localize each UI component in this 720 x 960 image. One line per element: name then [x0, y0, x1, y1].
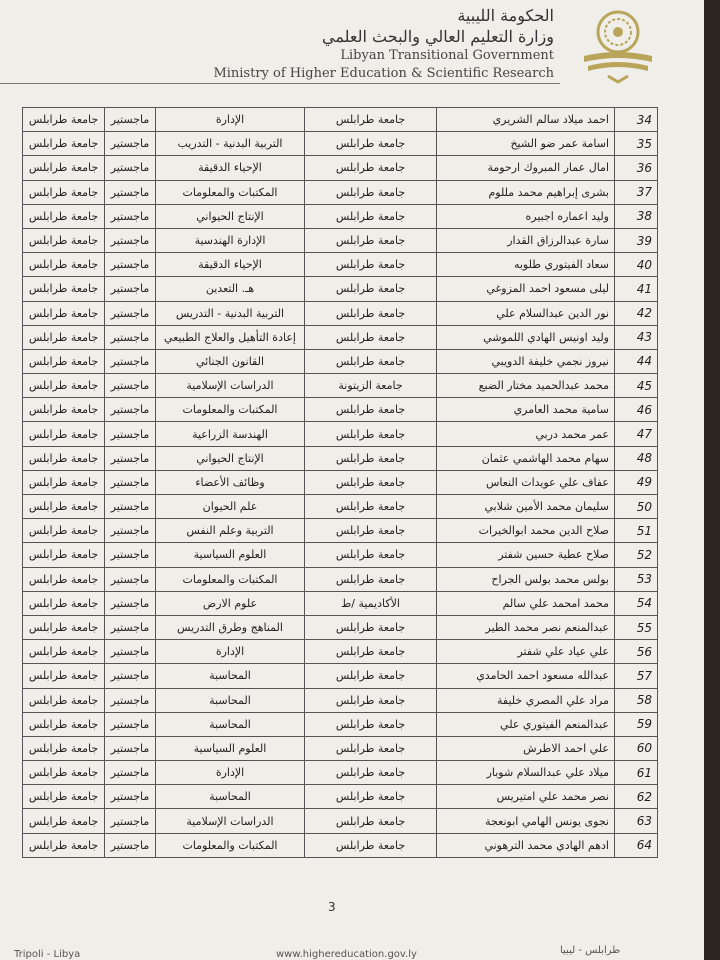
cell-num: 59 [615, 712, 658, 736]
cell-name: ادهم الهادي محمد الترهوني [437, 833, 615, 857]
cell-place: جامعة طرابلس [23, 567, 105, 591]
cell-place: جامعة طرابلس [23, 761, 105, 785]
cell-name: علي احمد الاطرش [437, 736, 615, 760]
cell-spec: وظائف الأعضاء [156, 470, 305, 494]
cell-name: محمد عبدالحميد مختار الضبع [437, 374, 615, 398]
cell-deg: ماجستير [105, 495, 156, 519]
table-row [23, 833, 658, 857]
cell-num: 61 [615, 761, 658, 785]
cell-univ: جامعة طرابلس [305, 809, 437, 833]
cell-num: 58 [615, 688, 658, 712]
cell-spec: العلوم السياسية [156, 543, 305, 567]
cell-name: عفاف علي عويدات النعاس [437, 470, 615, 494]
table-row [23, 495, 658, 519]
cell-univ: جامعة طرابلس [305, 470, 437, 494]
cell-univ: جامعة طرابلس [305, 277, 437, 301]
cell-num: 60 [615, 736, 658, 760]
cell-num: 48 [615, 446, 658, 470]
cell-num: 57 [615, 664, 658, 688]
cell-num: 40 [615, 253, 658, 277]
cell-name: احمد ميلاد سالم الشريري [437, 108, 615, 132]
cell-place: جامعة طرابلس [23, 446, 105, 470]
table-row [23, 640, 658, 664]
header-english-government: Libyan Transitional Government [340, 48, 554, 63]
table-row [23, 398, 658, 422]
cell-spec: الإحياء الدقيقة [156, 156, 305, 180]
table-row [23, 712, 658, 736]
cell-place: جامعة طرابلس [23, 277, 105, 301]
cell-place: جامعة طرابلس [23, 664, 105, 688]
cell-place: جامعة طرابلس [23, 253, 105, 277]
cell-spec: الإدارة [156, 108, 305, 132]
cell-univ: جامعة طرابلس [305, 543, 437, 567]
cell-num: 50 [615, 495, 658, 519]
cell-place: جامعة طرابلس [23, 785, 105, 809]
cell-deg: ماجستير [105, 712, 156, 736]
cell-name: سعاد الفيتوري طلوبه [437, 253, 615, 277]
table-row [23, 519, 658, 543]
footer-city-english: Tripoli - Libya [14, 949, 81, 960]
cell-univ: جامعة الزيتونة [305, 374, 437, 398]
cell-num: 44 [615, 349, 658, 373]
cell-place: جامعة طرابلس [23, 301, 105, 325]
table-row [23, 761, 658, 785]
cell-name: سليمان محمد الأمين شلابي [437, 495, 615, 519]
cell-name: علي عياد علي شفتر [437, 640, 615, 664]
cell-spec: التربية البدنية - التدريس [156, 301, 305, 325]
cell-place: جامعة طرابلس [23, 108, 105, 132]
cell-deg: ماجستير [105, 156, 156, 180]
cell-spec: الإنتاج الحيواني [156, 204, 305, 228]
cell-name: صلاح الدين محمد ابوالخيرات [437, 519, 615, 543]
cell-place: جامعة طرابلس [23, 422, 105, 446]
cell-name: نور الدين عبدالسلام علي [437, 301, 615, 325]
cell-num: 55 [615, 615, 658, 639]
cell-name: مراد علي المصري خليفة [437, 688, 615, 712]
cell-place: جامعة طرابلس [23, 736, 105, 760]
cell-place: جامعة طرابلس [23, 204, 105, 228]
cell-deg: ماجستير [105, 446, 156, 470]
cell-num: 52 [615, 543, 658, 567]
cell-deg: ماجستير [105, 785, 156, 809]
cell-univ: جامعة طرابلس [305, 761, 437, 785]
cell-num: 54 [615, 591, 658, 615]
cell-place: جامعة طرابلس [23, 591, 105, 615]
cell-place: جامعة طرابلس [23, 349, 105, 373]
cell-deg: ماجستير [105, 664, 156, 688]
table-row [23, 446, 658, 470]
letterhead [0, 0, 704, 95]
cell-num: 62 [615, 785, 658, 809]
cell-deg: ماجستير [105, 132, 156, 156]
table-row [23, 349, 658, 373]
cell-num: 35 [615, 132, 658, 156]
cell-deg: ماجستير [105, 519, 156, 543]
cell-num: 53 [615, 567, 658, 591]
cell-num: 41 [615, 277, 658, 301]
cell-deg: ماجستير [105, 615, 156, 639]
cell-univ: جامعة طرابلس [305, 567, 437, 591]
cell-spec: التربية وعلم النفس [156, 519, 305, 543]
cell-spec: المناهج وطرق التدريس [156, 615, 305, 639]
cell-num: 64 [615, 833, 658, 857]
cell-place: جامعة طرابلس [23, 156, 105, 180]
header-english-ministry: Ministry of Higher Education & Scientific Research [213, 66, 554, 81]
table-row [23, 156, 658, 180]
cell-num: 36 [615, 156, 658, 180]
cell-univ: جامعة طرابلس [305, 132, 437, 156]
ministry-emblem-icon [578, 6, 658, 86]
table-row [23, 470, 658, 494]
cell-spec: إعادة التأهيل والعلاج الطبيعي [156, 325, 305, 349]
cell-num: 34 [615, 108, 658, 132]
cell-univ: جامعة طرابلس [305, 349, 437, 373]
table-row [23, 108, 658, 132]
table-row [23, 301, 658, 325]
table-row [23, 736, 658, 760]
table-row [23, 253, 658, 277]
cell-deg: ماجستير [105, 736, 156, 760]
table-row [23, 277, 658, 301]
cell-num: 39 [615, 228, 658, 252]
cell-spec: المكتبات والمعلومات [156, 398, 305, 422]
cell-univ: جامعة طرابلس [305, 495, 437, 519]
cell-name: ليلى مسعود احمد المزوغي [437, 277, 615, 301]
cell-place: جامعة طرابلس [23, 543, 105, 567]
cell-deg: ماجستير [105, 761, 156, 785]
cell-deg: ماجستير [105, 325, 156, 349]
cell-deg: ماجستير [105, 180, 156, 204]
cell-name: ميلاد علي عبدالسلام شوبار [437, 761, 615, 785]
cell-univ: جامعة طرابلس [305, 228, 437, 252]
cell-name: عبدالمنعم الفيتوري علي [437, 712, 615, 736]
cell-deg: ماجستير [105, 567, 156, 591]
cell-univ: جامعة طرابلس [305, 736, 437, 760]
header-arabic-ministry: وزارة التعليم العالي والبحث العلمي [322, 27, 554, 46]
cell-spec: القانون الجنائي [156, 349, 305, 373]
cell-univ: جامعة طرابلس [305, 615, 437, 639]
cell-name: سامية محمد العامري [437, 398, 615, 422]
cell-deg: ماجستير [105, 204, 156, 228]
cell-name: عبدالمنعم نصر محمد الطير [437, 615, 615, 639]
cell-name: عبدالله مسعود احمد الحامدي [437, 664, 615, 688]
cell-spec: التربية البدنية - التدريب [156, 132, 305, 156]
cell-place: جامعة طرابلس [23, 374, 105, 398]
cell-spec: العلوم السياسية [156, 736, 305, 760]
cell-spec: علم الحيوان [156, 495, 305, 519]
cell-spec: علوم الارض [156, 591, 305, 615]
table-row [23, 567, 658, 591]
cell-univ: جامعة طرابلس [305, 422, 437, 446]
cell-spec: الإدارة الهندسية [156, 228, 305, 252]
cell-name: نجوى يونس الهامي ابونعجة [437, 809, 615, 833]
table-row [23, 325, 658, 349]
cell-deg: ماجستير [105, 349, 156, 373]
table-row [23, 688, 658, 712]
table-row [23, 422, 658, 446]
cell-name: سهام محمد الهاشمي عثمان [437, 446, 615, 470]
cell-deg: ماجستير [105, 591, 156, 615]
cell-name: وليد اونيس الهادي اللموشي [437, 325, 615, 349]
page-number: 3 [328, 900, 336, 914]
cell-place: جامعة طرابلس [23, 132, 105, 156]
table-row [23, 374, 658, 398]
cell-spec: الإدارة [156, 761, 305, 785]
cell-spec: المكتبات والمعلومات [156, 833, 305, 857]
cell-univ: جامعة طرابلس [305, 398, 437, 422]
cell-spec: المكتبات والمعلومات [156, 567, 305, 591]
cell-deg: ماجستير [105, 688, 156, 712]
cell-deg: ماجستير [105, 374, 156, 398]
cell-deg: ماجستير [105, 228, 156, 252]
cell-name: عمر محمد دربي [437, 422, 615, 446]
cell-spec: الدراسات الإسلامية [156, 809, 305, 833]
cell-num: 46 [615, 398, 658, 422]
footer-website: www.highereducation.gov.ly [276, 949, 417, 960]
cell-deg: ماجستير [105, 833, 156, 857]
cell-num: 37 [615, 180, 658, 204]
cell-deg: ماجستير [105, 301, 156, 325]
cell-univ: جامعة طرابلس [305, 640, 437, 664]
cell-univ: جامعة طرابلس [305, 180, 437, 204]
cell-deg: ماجستير [105, 422, 156, 446]
cell-deg: ماجستير [105, 108, 156, 132]
cell-deg: ماجستير [105, 470, 156, 494]
cell-spec: المحاسبة [156, 688, 305, 712]
cell-place: جامعة طرابلس [23, 688, 105, 712]
cell-spec: الإنتاج الحيواني [156, 446, 305, 470]
cell-place: جامعة طرابلس [23, 325, 105, 349]
cell-name: محمد امحمد علي سالم [437, 591, 615, 615]
cell-num: 49 [615, 470, 658, 494]
cell-num: 38 [615, 204, 658, 228]
cell-deg: ماجستير [105, 253, 156, 277]
footer-city-arabic: طرابلس - ليبيا [560, 945, 621, 956]
cell-univ: جامعة طرابلس [305, 253, 437, 277]
cell-deg: ماجستير [105, 543, 156, 567]
background-edge [704, 0, 720, 960]
cell-place: جامعة طرابلس [23, 398, 105, 422]
cell-univ: جامعة طرابلس [305, 785, 437, 809]
table-row [23, 543, 658, 567]
cell-place: جامعة طرابلس [23, 809, 105, 833]
cell-univ: جامعة طرابلس [305, 156, 437, 180]
header-arabic-government: الحكومة الليبية [457, 6, 554, 25]
cell-num: 43 [615, 325, 658, 349]
cell-deg: ماجستير [105, 277, 156, 301]
cell-univ: جامعة طرابلس [305, 204, 437, 228]
cell-num: 56 [615, 640, 658, 664]
cell-place: جامعة طرابلس [23, 833, 105, 857]
cell-univ: جامعة طرابلس [305, 325, 437, 349]
cell-name: امال عمار المبروك ارحومة [437, 156, 615, 180]
cell-spec: الإحياء الدقيقة [156, 253, 305, 277]
cell-place: جامعة طرابلس [23, 495, 105, 519]
cell-deg: ماجستير [105, 640, 156, 664]
cell-spec: المحاسبة [156, 664, 305, 688]
cell-univ: جامعة طرابلس [305, 446, 437, 470]
table-row [23, 204, 658, 228]
table-row [23, 132, 658, 156]
cell-univ: جامعة طرابلس [305, 664, 437, 688]
cell-name: وليد اعماره اجبيره [437, 204, 615, 228]
cell-num: 42 [615, 301, 658, 325]
cell-spec: الإدارة [156, 640, 305, 664]
cell-name: بولس محمد بولس الجراح [437, 567, 615, 591]
table-row [23, 664, 658, 688]
cell-univ: جامعة طرابلس [305, 833, 437, 857]
cell-name: نيروز نجمي خليفة الدويبي [437, 349, 615, 373]
cell-spec: الدراسات الإسلامية [156, 374, 305, 398]
cell-deg: ماجستير [105, 398, 156, 422]
cell-spec: المكتبات والمعلومات [156, 180, 305, 204]
cell-univ: جامعة طرابلس [305, 688, 437, 712]
cell-name: صلاح عطية حسين شفتر [437, 543, 615, 567]
cell-place: جامعة طرابلس [23, 180, 105, 204]
cell-univ: جامعة طرابلس [305, 108, 437, 132]
cell-spec: المحاسبة [156, 712, 305, 736]
table-row [23, 809, 658, 833]
graduates-table [22, 107, 658, 858]
cell-place: جامعة طرابلس [23, 228, 105, 252]
cell-spec: الهندسة الزراعية [156, 422, 305, 446]
cell-place: جامعة طرابلس [23, 519, 105, 543]
cell-univ: الأكاديمية /ط [305, 591, 437, 615]
table-row [23, 591, 658, 615]
table-row [23, 615, 658, 639]
cell-name: سارة عبدالرزاق القدار [437, 228, 615, 252]
cell-name: نصر محمد علي امتيريس [437, 785, 615, 809]
table-row [23, 180, 658, 204]
cell-univ: جامعة طرابلس [305, 519, 437, 543]
table-row [23, 785, 658, 809]
cell-univ: جامعة طرابلس [305, 712, 437, 736]
cell-place: جامعة طرابلس [23, 470, 105, 494]
cell-num: 45 [615, 374, 658, 398]
cell-num: 51 [615, 519, 658, 543]
cell-spec: المحاسبة [156, 785, 305, 809]
cell-num: 63 [615, 809, 658, 833]
cell-spec: هـ. التعدين [156, 277, 305, 301]
cell-place: جامعة طرابلس [23, 615, 105, 639]
cell-place: جامعة طرابلس [23, 640, 105, 664]
cell-deg: ماجستير [105, 809, 156, 833]
header-divider [0, 83, 560, 84]
cell-place: جامعة طرابلس [23, 712, 105, 736]
cell-name: بشرى إبراهيم محمد مللوم [437, 180, 615, 204]
cell-univ: جامعة طرابلس [305, 301, 437, 325]
cell-num: 47 [615, 422, 658, 446]
table-row [23, 228, 658, 252]
cell-name: اسامة عمر ضو الشيخ [437, 132, 615, 156]
